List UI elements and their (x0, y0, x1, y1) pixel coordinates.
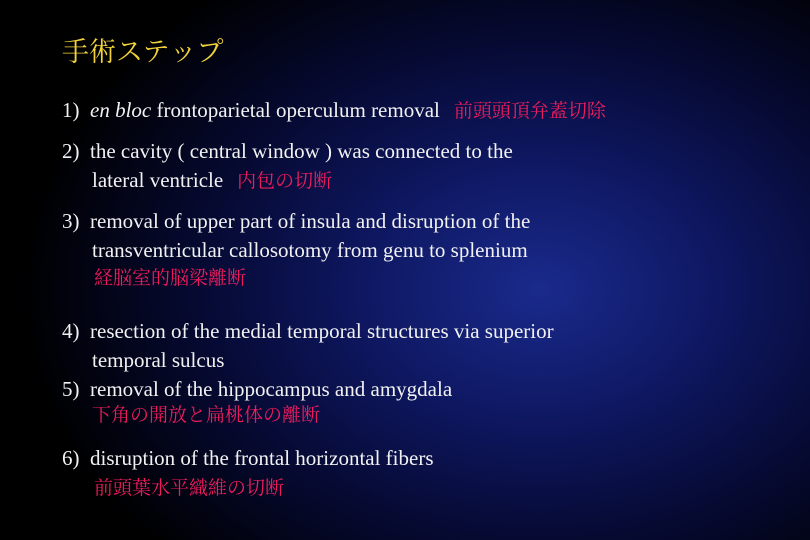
step-1-text: frontoparietal operculum removal (156, 98, 440, 122)
step-2-number: 2) (62, 139, 80, 163)
step-4-line-2 (92, 350, 224, 371)
step-3-text-line-1: removal of upper part of insula and disruption of the (90, 209, 531, 233)
step-5-number: 5) (62, 377, 80, 401)
step-2-japanese: 内包の切断 (237, 170, 333, 192)
step-2-line-1 (62, 141, 513, 162)
step-5-line-1 (62, 379, 452, 400)
step-5-text-line-1: removal of the hippocampus and amygdala (90, 377, 453, 401)
step-3-japanese: 経脳室的脳梁離断 (94, 267, 247, 289)
step-6-japanese: 前頭葉水平織維の切断 (94, 477, 285, 499)
step-2-text-line-1: the cavity ( central window ) was connected to the (90, 139, 513, 163)
step-3-text-line-2: transventricular callosotomy from genu to splenium (92, 238, 528, 262)
step-3-line-2 (92, 240, 528, 261)
step-4-text-line-2: temporal sulcus (92, 348, 225, 372)
step-3-number: 3) (62, 209, 80, 233)
step-6-number: 6) (62, 446, 80, 470)
step-6-line-1 (62, 448, 434, 469)
step-2-line-2 (92, 170, 332, 191)
step-3-line-1 (62, 211, 530, 232)
step-1-japanese: 前頭頭頂弁蓋切除 (453, 100, 606, 122)
step-1-italic: en bloc (90, 98, 152, 122)
step-4-text-line-1: resection of the medial temporal structures via superior (90, 319, 554, 343)
step-6-text-line-1: disruption of the frontal horizontal fibers (90, 446, 434, 470)
step-1-number: 1) (62, 98, 80, 122)
step-1 (62, 100, 606, 121)
slide-title: 手術ステップ (62, 37, 224, 68)
step-4-line-1 (62, 321, 554, 342)
step-2-text-line-2: lateral ventricle (92, 168, 224, 192)
step-4-number: 4) (62, 319, 80, 343)
step-5-japanese: 下角の開放と扁桃体の離断 (92, 404, 321, 426)
